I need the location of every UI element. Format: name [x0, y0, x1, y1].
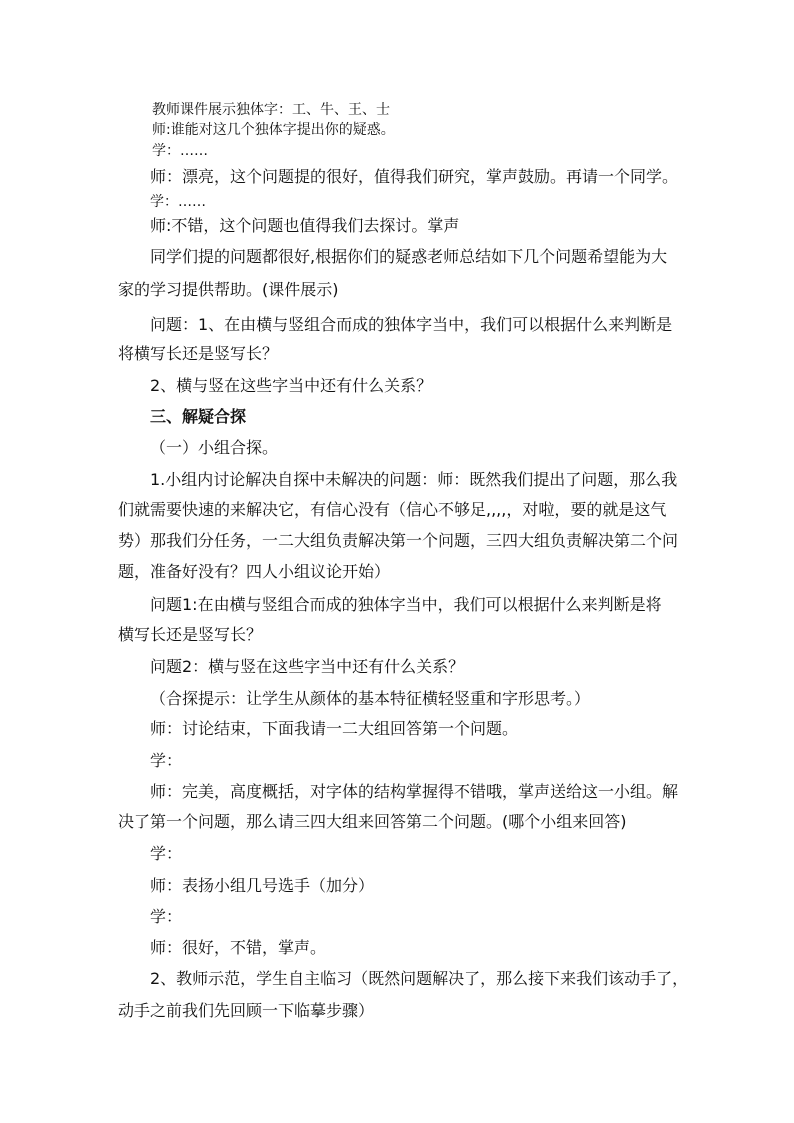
text-line: 师:谁能对这几个独体字提出你的疑惑。 — [152, 122, 395, 138]
text-line: 师：漂亮，这个问题提的很好，值得我们研究，掌声鼓励。再请一个同学。 — [150, 167, 679, 186]
text-line: 学： — [150, 844, 183, 863]
text-line: 决了第一个问题，那么请三四大组来回答第二个问题。(哪个小组来回答) — [118, 812, 627, 831]
text-line: 学：…… — [150, 194, 206, 210]
text-line: 2、教师示范，学生自主临习（既然问题解决了，那么接下来我们该动手了， — [150, 969, 689, 988]
text-line: 教师课件展示独体字：工、牛、王、士 — [152, 102, 390, 118]
text-line: 学：…… — [152, 143, 208, 159]
text-line: 将横写长还是竖写长？ — [118, 344, 279, 363]
text-line: 问题：1、在由横与竖组合而成的独体字当中，我们可以根据什么来判断是 — [150, 315, 673, 334]
text-line: 师：表扬小组几号选手（加分） — [150, 876, 375, 895]
section-heading: 三、解疑合探 — [150, 407, 247, 426]
text-line: 势）那我们分任务，一二大组负责解决第一个问题，三四大组负责解决第二个问 — [118, 531, 679, 550]
text-line: 学： — [150, 751, 183, 770]
text-line: 1.小组内讨论解决自探中未解决的问题：师：既然我们提出了问题，那么我 — [150, 470, 678, 489]
text-line: （合探提示：让学生从颜体的基本特征横轻竖重和字形思考。） — [150, 689, 591, 708]
text-line: 问题1:在由横与竖组合而成的独体字当中，我们可以根据什么来判断是将 — [150, 595, 662, 614]
text-line: 家的学习提供帮助。(课件展示) — [118, 280, 339, 299]
text-line: 师：很好，不错，掌声。 — [150, 938, 327, 957]
text-line: 动手之前我们先回顾一下临摹步骤） — [118, 1001, 375, 1020]
text-line: 师：讨论结束，下面我请一二大组回答第一个问题。 — [150, 719, 519, 738]
text-line: 问题2：横与竖在这些字当中还有什么关系？ — [150, 657, 465, 676]
text-line: 们就需要快速的来解决它，有信心没有（信心不够足,,,,，对啦，要的就是这气 — [118, 500, 667, 519]
text-line: 师：完美，高度概括，对字体的结构掌握得不错哦，掌声送给这一小组。解 — [150, 782, 679, 801]
text-line: 同学们提的问题都很好,根据你们的疑惑老师总结如下几个问题希望能为大 — [150, 247, 668, 266]
text-line: 横写长还是竖写长？ — [118, 625, 263, 644]
text-line: 题，准备好没有？四人小组议论开始） — [118, 562, 391, 581]
text-line: （一）小组合探。 — [150, 438, 279, 457]
text-line: 师:不错，这个问题也值得我们去探讨。掌声 — [150, 216, 460, 235]
text-line: 学： — [150, 907, 183, 926]
text-line: 2、横与竖在这些字当中还有什么关系？ — [150, 376, 433, 395]
